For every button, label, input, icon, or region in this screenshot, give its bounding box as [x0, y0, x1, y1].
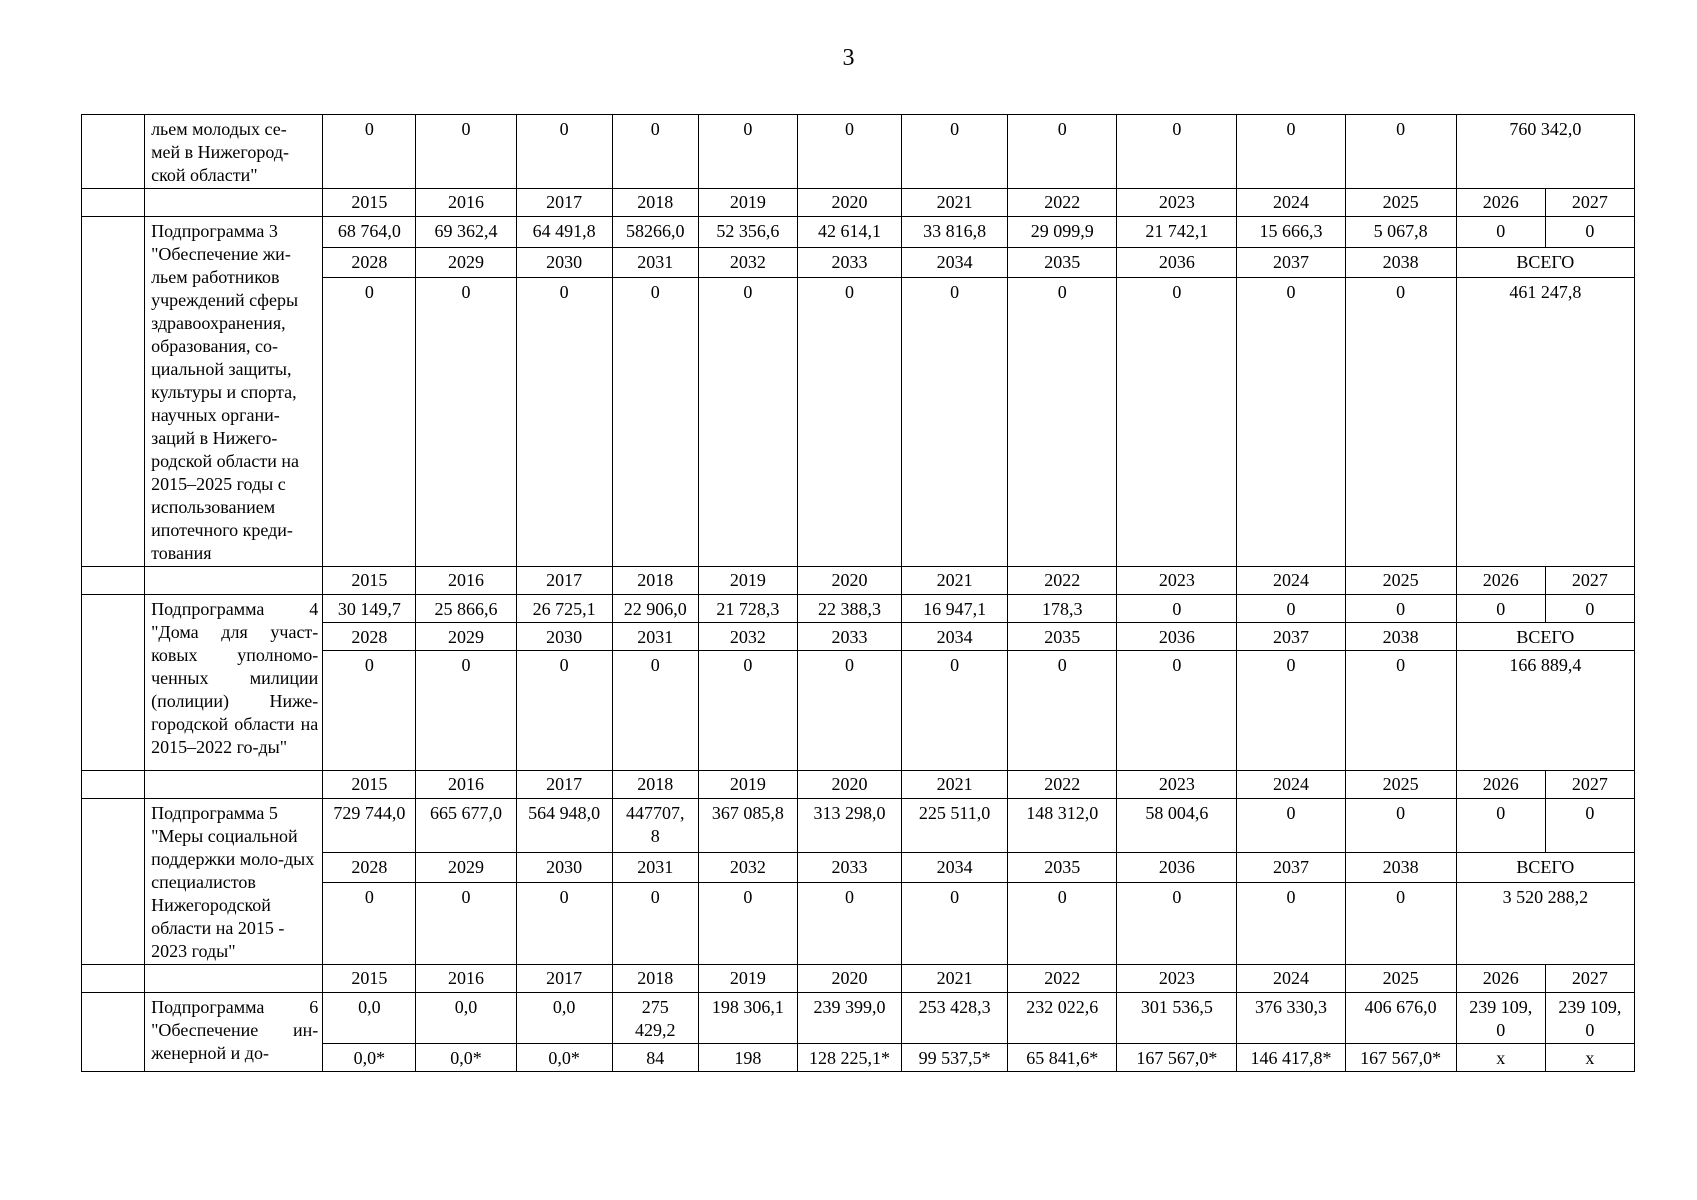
value-cell: 0: [902, 651, 1008, 771]
empty-cell: [82, 993, 145, 1072]
year-cell: 2022: [1008, 567, 1117, 595]
value-cell: 128 225,1*: [797, 1044, 901, 1072]
year-cell: 2015: [323, 965, 416, 993]
year-cell: 2018: [612, 965, 698, 993]
value-cell: 239 399,0: [797, 993, 901, 1044]
year-cell: 2015: [323, 567, 416, 595]
table-row: [82, 595, 1635, 623]
subprogram-name: Подпрограмма 3 "Обеспечение жи-льем работников учреждений сферы здравоохранения, образования, со-циальной защиты, культуры и спорта, научных органи-заций в Нижего-родской области на 2015–2025 годы с использованием ипотечного креди-тования: [145, 217, 323, 567]
year-cell: 2030: [516, 623, 612, 651]
value-cell: 0: [797, 278, 901, 567]
value-cell: 0: [323, 278, 416, 567]
year-cell: 2023: [1117, 189, 1237, 217]
year-cell: 2024: [1237, 189, 1345, 217]
empty-cell: [82, 115, 145, 189]
value-cell: 0: [1345, 651, 1456, 771]
year-cell: 2038: [1345, 623, 1456, 651]
year-cell: 2033: [797, 623, 901, 651]
value-cell: 0: [1117, 651, 1237, 771]
year-cell: 2025: [1345, 567, 1456, 595]
value-cell: 0: [1117, 278, 1237, 567]
value-cell: 0: [612, 278, 698, 567]
value-cell: 5 067,8: [1345, 217, 1456, 248]
value-cell: 178,3: [1008, 595, 1117, 623]
year-cell: 2032: [698, 852, 797, 882]
year-cell: 2020: [797, 965, 901, 993]
subprogram-name: Подпрограмма 6 "Обеспечение ин-женерной и до-: [145, 993, 323, 1072]
value-cell: 0: [1008, 115, 1117, 189]
value-cell: 148 312,0: [1008, 799, 1117, 853]
value-cell: 68 764,0: [323, 217, 416, 248]
value-cell: 239 109, 0: [1545, 993, 1634, 1044]
total-value: 3 520 288,2: [1456, 882, 1634, 964]
year-cell: 2033: [797, 247, 901, 278]
value-cell: 22 906,0: [612, 595, 698, 623]
value-cell: 0: [698, 882, 797, 964]
value-cell: 29 099,9: [1008, 217, 1117, 248]
year-cell: 2021: [902, 771, 1008, 799]
value-cell: 0: [1545, 217, 1634, 248]
year-cell: 2024: [1237, 771, 1345, 799]
year-cell: 2019: [698, 771, 797, 799]
value-cell: 0: [1456, 217, 1545, 248]
year-cell: 2037: [1237, 247, 1345, 278]
year-cell: 2018: [612, 189, 698, 217]
subprogram-name: Подпрограмма 4 "Дома для участ-ковых уполномо-ченных милиции (полиции) Ниже-городской области на 2015–2022 го-ды": [145, 595, 323, 771]
table-row: [82, 115, 1635, 189]
value-cell: 0,0: [416, 993, 516, 1044]
year-cell: 2028: [323, 623, 416, 651]
year-cell: 2026: [1456, 189, 1545, 217]
value-cell: 0: [1008, 278, 1117, 567]
value-cell: 225 511,0: [902, 799, 1008, 853]
table-row: [82, 189, 1635, 217]
total-value: 760 342,0: [1456, 115, 1634, 189]
value-cell: 0: [1117, 882, 1237, 964]
value-cell: 84: [612, 1044, 698, 1072]
year-cell: 2023: [1117, 771, 1237, 799]
year-cell: 2020: [797, 771, 901, 799]
year-cell: 2022: [1008, 771, 1117, 799]
value-cell: 0: [323, 115, 416, 189]
year-cell: 2020: [797, 189, 901, 217]
value-cell: 30 149,7: [323, 595, 416, 623]
year-cell: 2024: [1237, 965, 1345, 993]
value-cell: 0: [698, 115, 797, 189]
value-cell: 0: [416, 651, 516, 771]
value-cell: 26 725,1: [516, 595, 612, 623]
value-cell: 146 417,8*: [1237, 1044, 1345, 1072]
year-cell: 2017: [516, 965, 612, 993]
year-cell: 2017: [516, 189, 612, 217]
value-cell: 65 841,6*: [1008, 1044, 1117, 1072]
year-cell: 2015: [323, 189, 416, 217]
year-cell: 2034: [902, 247, 1008, 278]
value-cell: 0: [612, 651, 698, 771]
budget-table-body: [82, 115, 1635, 1072]
year-cell: 2027: [1545, 771, 1634, 799]
year-cell: 2028: [323, 852, 416, 882]
value-cell: 301 536,5: [1117, 993, 1237, 1044]
value-cell: 167 567,0*: [1117, 1044, 1237, 1072]
value-cell: 0: [612, 882, 698, 964]
year-cell: 2022: [1008, 965, 1117, 993]
year-cell: 2015: [323, 771, 416, 799]
year-cell: 2019: [698, 567, 797, 595]
year-cell: 2021: [902, 965, 1008, 993]
value-cell: 0: [1345, 799, 1456, 853]
total-label: ВСЕГО: [1456, 852, 1634, 882]
year-cell: 2023: [1117, 567, 1237, 595]
year-cell: 2035: [1008, 247, 1117, 278]
year-cell: 2035: [1008, 852, 1117, 882]
value-cell: 198: [698, 1044, 797, 1072]
year-cell: 2027: [1545, 189, 1634, 217]
year-cell: 2026: [1456, 567, 1545, 595]
value-cell: 0: [698, 651, 797, 771]
year-cell: 2030: [516, 852, 612, 882]
value-cell: 0,0: [516, 993, 612, 1044]
empty-cell: [82, 799, 145, 965]
year-cell: 2029: [416, 247, 516, 278]
value-cell: 99 537,5*: [902, 1044, 1008, 1072]
value-cell: 0: [516, 115, 612, 189]
year-cell: 2038: [1345, 852, 1456, 882]
year-cell: 2021: [902, 567, 1008, 595]
year-cell: 2033: [797, 852, 901, 882]
table-row: [82, 217, 1635, 248]
year-cell: 2029: [416, 852, 516, 882]
value-cell: 0: [1545, 799, 1634, 853]
year-cell: 2016: [416, 567, 516, 595]
empty-cell: [82, 965, 145, 993]
empty-cell: [82, 567, 145, 595]
value-cell: 64 491,8: [516, 217, 612, 248]
total-label: ВСЕГО: [1456, 247, 1634, 278]
year-cell: 2026: [1456, 965, 1545, 993]
year-cell: 2018: [612, 771, 698, 799]
value-cell: 0: [1237, 799, 1345, 853]
table-row: [82, 771, 1635, 799]
year-cell: 2030: [516, 247, 612, 278]
value-cell: 15 666,3: [1237, 217, 1345, 248]
value-cell: 275 429,2: [612, 993, 698, 1044]
year-cell: 2027: [1545, 965, 1634, 993]
value-cell: 0: [1117, 115, 1237, 189]
year-cell: 2020: [797, 567, 901, 595]
value-cell: 0: [516, 651, 612, 771]
total-label: ВСЕГО: [1456, 623, 1634, 651]
empty-cell: [82, 217, 145, 567]
value-cell: 42 614,1: [797, 217, 901, 248]
year-cell: 2037: [1237, 852, 1345, 882]
year-cell: 2025: [1345, 771, 1456, 799]
value-cell: 0: [1237, 595, 1345, 623]
value-cell: 376 330,3: [1237, 993, 1345, 1044]
value-cell: 0: [902, 278, 1008, 567]
value-cell: 0,0*: [516, 1044, 612, 1072]
value-cell: 367 085,8: [698, 799, 797, 853]
value-cell: 0: [902, 115, 1008, 189]
table-row: [82, 799, 1635, 853]
total-value: 166 889,4: [1456, 651, 1634, 771]
value-cell: 0: [1237, 651, 1345, 771]
value-cell: 564 948,0: [516, 799, 612, 853]
year-cell: 2026: [1456, 771, 1545, 799]
value-cell: 0: [1008, 882, 1117, 964]
year-cell: 2018: [612, 567, 698, 595]
year-cell: 2023: [1117, 965, 1237, 993]
value-cell: 0: [1456, 799, 1545, 853]
value-cell: 729 744,0: [323, 799, 416, 853]
year-cell: 2036: [1117, 247, 1237, 278]
subprogram-name: льем молодых се- мей в Нижегород- ской области": [145, 115, 323, 189]
empty-cell: [145, 567, 323, 595]
value-cell: х: [1545, 1044, 1634, 1072]
year-cell: 2021: [902, 189, 1008, 217]
year-cell: 2024: [1237, 567, 1345, 595]
year-cell: 2017: [516, 567, 612, 595]
value-cell: 0: [416, 882, 516, 964]
year-cell: 2016: [416, 965, 516, 993]
value-cell: 0: [516, 278, 612, 567]
empty-cell: [82, 771, 145, 799]
year-cell: 2034: [902, 623, 1008, 651]
value-cell: 0: [416, 115, 516, 189]
value-cell: 0: [1237, 278, 1345, 567]
empty-cell: [145, 189, 323, 217]
value-cell: х: [1456, 1044, 1545, 1072]
value-cell: 447707, 8: [612, 799, 698, 853]
value-cell: 33 816,8: [902, 217, 1008, 248]
value-cell: 0: [797, 882, 901, 964]
year-cell: 2038: [1345, 247, 1456, 278]
value-cell: 0: [1117, 595, 1237, 623]
value-cell: 0: [1345, 595, 1456, 623]
table-row: [82, 567, 1635, 595]
year-cell: 2016: [416, 771, 516, 799]
year-cell: 2027: [1545, 567, 1634, 595]
subprogram-name: Подпрограмма 5 "Меры социальной поддержки моло-дых специалистов Нижегородской области на 2015 - 2023 годы": [145, 799, 323, 965]
table-row: [82, 993, 1635, 1044]
value-cell: 253 428,3: [902, 993, 1008, 1044]
value-cell: 0: [797, 115, 901, 189]
page-number: 3: [842, 45, 855, 71]
value-cell: 0: [1545, 595, 1634, 623]
value-cell: 0: [698, 278, 797, 567]
value-cell: 239 109, 0: [1456, 993, 1545, 1044]
table-row: [82, 965, 1635, 993]
year-cell: 2019: [698, 965, 797, 993]
value-cell: 406 676,0: [1345, 993, 1456, 1044]
value-cell: 0: [1345, 115, 1456, 189]
value-cell: 198 306,1: [698, 993, 797, 1044]
value-cell: 21 728,3: [698, 595, 797, 623]
value-cell: 232 022,6: [1008, 993, 1117, 1044]
total-value: 461 247,8: [1456, 278, 1634, 567]
value-cell: 0: [416, 278, 516, 567]
year-cell: 2036: [1117, 852, 1237, 882]
year-cell: 2029: [416, 623, 516, 651]
value-cell: 0: [323, 651, 416, 771]
year-cell: 2028: [323, 247, 416, 278]
value-cell: 0,0: [323, 993, 416, 1044]
empty-cell: [82, 189, 145, 217]
value-cell: 0: [612, 115, 698, 189]
value-cell: 16 947,1: [902, 595, 1008, 623]
year-cell: 2031: [612, 852, 698, 882]
year-cell: 2019: [698, 189, 797, 217]
value-cell: 0: [1008, 651, 1117, 771]
value-cell: 0,0*: [323, 1044, 416, 1072]
value-cell: 0: [902, 882, 1008, 964]
year-cell: 2032: [698, 247, 797, 278]
value-cell: 313 298,0: [797, 799, 901, 853]
empty-cell: [145, 771, 323, 799]
empty-cell: [145, 965, 323, 993]
budget-table: [81, 114, 1635, 1072]
value-cell: 0: [1237, 882, 1345, 964]
value-cell: 0: [797, 651, 901, 771]
value-cell: 0: [1456, 595, 1545, 623]
year-cell: 2032: [698, 623, 797, 651]
year-cell: 2035: [1008, 623, 1117, 651]
year-cell: 2031: [612, 623, 698, 651]
year-cell: 2025: [1345, 965, 1456, 993]
year-cell: 2022: [1008, 189, 1117, 217]
value-cell: 22 388,3: [797, 595, 901, 623]
value-cell: 0: [323, 882, 416, 964]
value-cell: 167 567,0*: [1345, 1044, 1456, 1072]
value-cell: 25 866,6: [416, 595, 516, 623]
year-cell: 2031: [612, 247, 698, 278]
value-cell: 21 742,1: [1117, 217, 1237, 248]
year-cell: 2016: [416, 189, 516, 217]
value-cell: 58 004,6: [1117, 799, 1237, 853]
value-cell: 58266,0: [612, 217, 698, 248]
value-cell: 0: [1237, 115, 1345, 189]
value-cell: 0: [1345, 882, 1456, 964]
value-cell: 69 362,4: [416, 217, 516, 248]
value-cell: 0: [1345, 278, 1456, 567]
value-cell: 665 677,0: [416, 799, 516, 853]
year-cell: 2034: [902, 852, 1008, 882]
year-cell: 2036: [1117, 623, 1237, 651]
value-cell: 0: [516, 882, 612, 964]
year-cell: 2025: [1345, 189, 1456, 217]
empty-cell: [82, 595, 145, 771]
value-cell: 0,0*: [416, 1044, 516, 1072]
value-cell: 52 356,6: [698, 217, 797, 248]
year-cell: 2017: [516, 771, 612, 799]
year-cell: 2037: [1237, 623, 1345, 651]
